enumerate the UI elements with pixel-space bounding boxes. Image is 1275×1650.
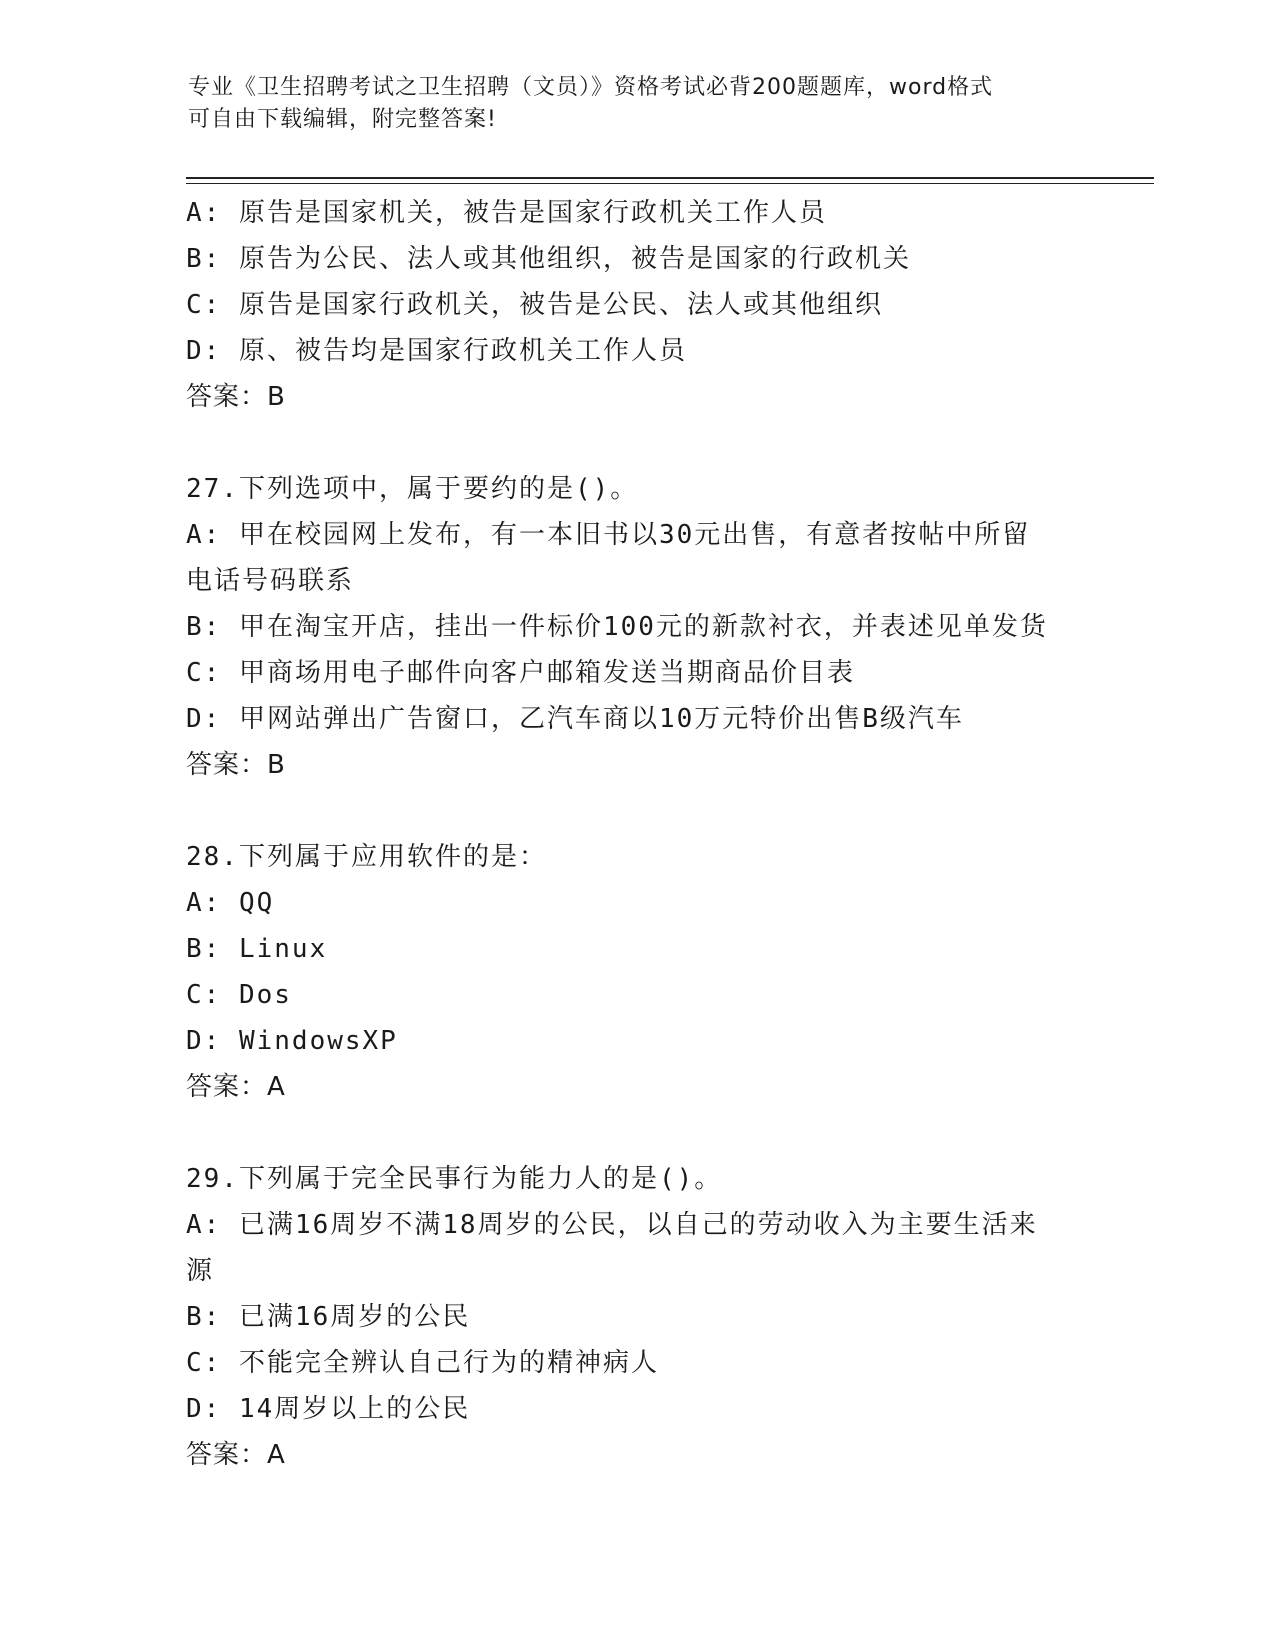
option-a: A: QQ [186,888,275,918]
answer: 答案：B [186,382,286,412]
header-divider-thin [186,183,1154,184]
option-c: C: Dos [186,980,292,1010]
option-a: A: 甲在校园网上发布，有一本旧书以30元出售，有意者按帖中所留 [186,520,1031,550]
option-b: B: 原告为公民、法人或其他组织，被告是国家的行政机关 [186,244,911,274]
answer: 答案：B [186,750,286,780]
question-28 [186,834,1086,1110]
option-a-continued: 电话号码联系 [186,566,355,596]
option-d: D: 14周岁以上的公民 [186,1394,471,1424]
option-b: B: Linux [186,934,328,964]
answer: 答案：A [186,1440,286,1470]
option-c: C: 不能完全辨认自己行为的精神病人 [186,1348,659,1378]
question-stem: 29.下列属于完全民事行为能力人的是()。 [186,1164,723,1194]
option-d: D: 甲网站弹出广告窗口，乙汽车商以10万元特价出售B级汽车 [186,704,964,734]
option-d: D: WindowsXP [186,1026,398,1056]
continued-question [186,190,1086,420]
option-d: D: 原、被告均是国家行政机关工作人员 [186,336,687,366]
header-line-1: 专业《卫生招聘考试之卫生招聘（文员）》资格考试必背200题题库，word格式 [188,75,994,100]
option-b: B: 甲在淘宝开店，挂出一件标价100元的新款衬衣，并表述见单发货 [186,612,1048,642]
option-a: A: 已满16周岁不满18周岁的公民，以自己的劳动收入为主要生活来 [186,1210,1038,1240]
option-a: A: 原告是国家机关，被告是国家行政机关工作人员 [186,198,827,228]
option-c: C: 甲商场用电子邮件向客户邮箱发送当期商品价目表 [186,658,855,688]
document-header [188,72,1068,136]
option-c: C: 原告是国家行政机关，被告是公民、法人或其他组织 [186,290,883,320]
header-divider-thick [186,177,1154,179]
header-line-2: 可自由下载编辑，附完整答案! [188,107,497,132]
option-b: B: 已满16周岁的公民 [186,1302,471,1332]
question-stem: 27.下列选项中，属于要约的是()。 [186,474,639,504]
question-29 [186,1156,1086,1478]
option-a-continued: 源 [186,1256,215,1286]
question-stem: 28.下列属于应用软件的是： [186,842,547,872]
question-27 [186,466,1086,788]
question-list [186,190,1086,1478]
answer: 答案：A [186,1072,286,1102]
